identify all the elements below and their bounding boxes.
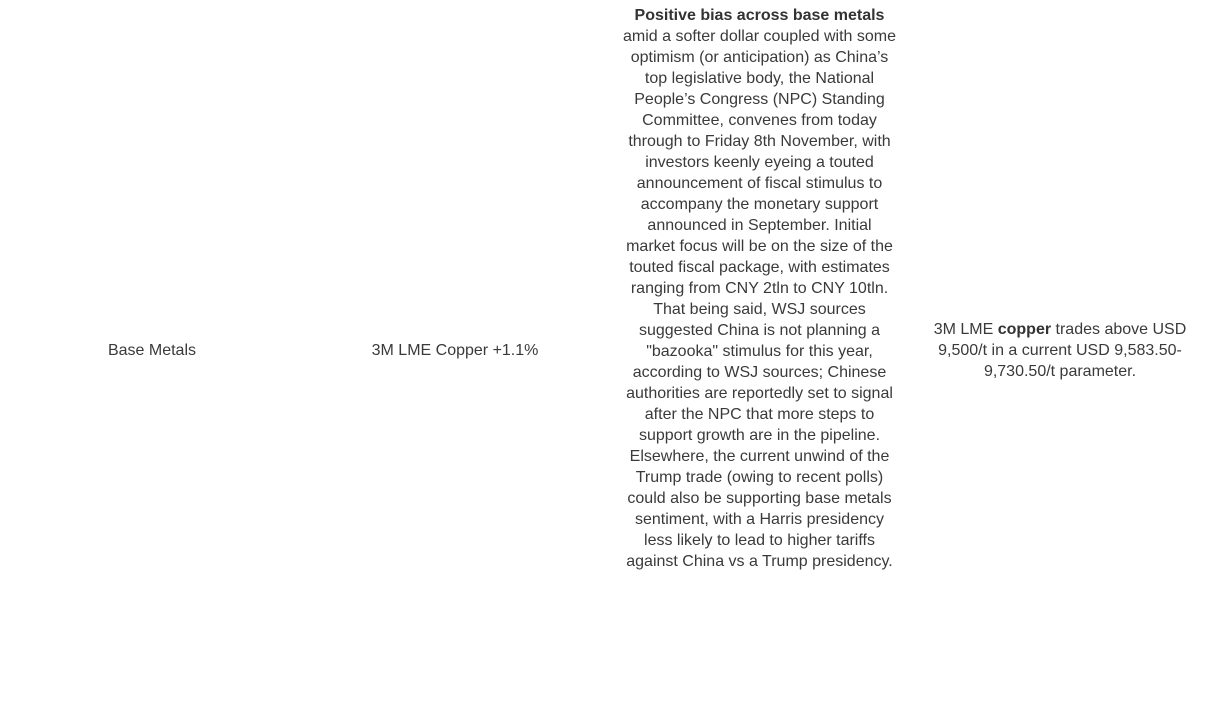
levels-prefix: 3M LME xyxy=(933,321,998,338)
instrument-move-cell: 3M LME Copper +1.1% xyxy=(371,342,539,359)
sector-cell: Base Metals xyxy=(107,342,197,359)
commentary-cell xyxy=(622,5,897,572)
commentary-body: amid a softer dollar coupled with some optimism (or anticipation) as China’s top legislative body, the National People’s Congress (NPC) Standing Committee, convenes from today through to Friday 8th November, with investors keenly eyeing a touted announcement of fiscal stimulus to accompany the monetary support announced in September. Initial market focus will be on the size of the touted fiscal package, with estimates ranging from CNY 2tln to CNY 10tln. That being said, WSJ sources suggested China is not planning a "bazooka" stimulus for this year, according to WSJ sources; Chinese authorities are reportedly set to signal after the NPC that more steps to support growth are in the pipeline. Elsewhere, the current unwind of the Trump trade (owing to recent polls) could also be supporting base metals sentiment, with a Harris presidency less likely to lead to higher tariffs against China vs a Trump presidency. xyxy=(622,28,897,570)
levels-cell xyxy=(922,319,1198,382)
commentary-lead: Positive bias across base metals xyxy=(634,7,885,24)
levels-suffix: trades above USD 9,500/t in a current USD 9,583.50- 9,730.50/t parameter. xyxy=(938,321,1187,380)
levels-bold: copper xyxy=(997,321,1052,338)
